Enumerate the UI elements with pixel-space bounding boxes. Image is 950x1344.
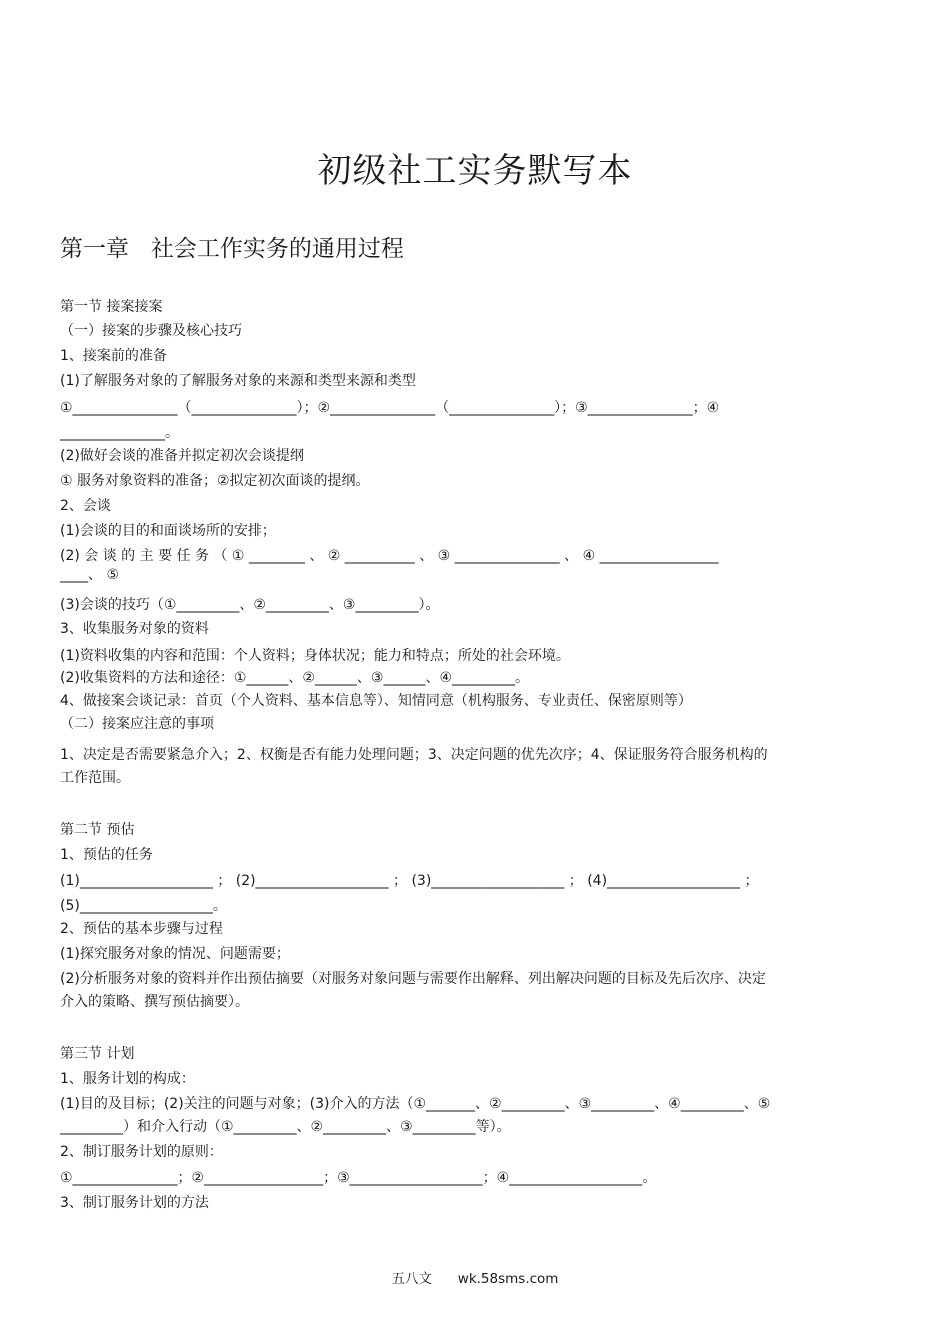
text-line: (1)资料收集的内容和范围：个人资料；身体状况；能力和特点；所处的社会环境。 bbox=[60, 648, 570, 664]
text-line: (1)探究服务对象的情况、问题需要； bbox=[60, 946, 290, 962]
text-line: (2)做好会谈的准备并拟定初次会谈提纲 bbox=[60, 448, 304, 464]
text-line: 2、制订服务计划的原则： bbox=[60, 1144, 223, 1160]
text-line: 工作范围。 bbox=[60, 770, 130, 786]
fill-in-blank-line: (1)目的及目标；(2)关注的问题与对象；(3)介入的方法（①_______、②_________、③_________、④_________、⑤ bbox=[60, 1096, 771, 1112]
footer-site-link[interactable]: wk.58sms.com bbox=[457, 1271, 559, 1287]
fill-in-blank-line: (2) 会 谈 的 主 要 任 务 （ ① ________ 、 ② __________ 、 ③ _______________ 、 ④ _________________ bbox=[60, 548, 719, 564]
section-1-heading: 第一节 接案接案 bbox=[60, 299, 163, 315]
text-line: 3、收集服务对象的资料 bbox=[60, 621, 209, 637]
text-line: ① 服务对象资料的准备；②拟定初次面谈的提纲。 bbox=[60, 473, 370, 489]
section-3-heading: 第三节 计划 bbox=[60, 1046, 135, 1062]
fill-in-blank-line: (3)会谈的技巧（①_________、②_________、③_________）。 bbox=[60, 597, 440, 613]
text-line: 3、制订服务计划的方法 bbox=[60, 1195, 209, 1211]
subsection-heading: （一）接案的步骤及核心技巧 bbox=[60, 323, 242, 339]
section-2-heading: 第二节 预估 bbox=[60, 822, 135, 838]
text-line: 4、做接案会谈记录：首页（个人资料、基本信息等）、知情同意（机构服务、专业责任、保密原则等） bbox=[60, 693, 692, 709]
text-line: 2、会谈 bbox=[60, 498, 111, 514]
fill-in-blank-line: ____、 ⑤ bbox=[60, 567, 120, 583]
chapter-title: 第一章 社会工作实务的通用过程 bbox=[60, 236, 404, 262]
text-line: (1)会谈的目的和面谈场所的安排； bbox=[60, 523, 276, 539]
document-title: 初级社工实务默写本 bbox=[317, 151, 633, 191]
fill-in-blank-line: ①_______________（_______________）；②_______________（_______________）；③_______________；④ bbox=[60, 400, 720, 416]
text-line: 1、预估的任务 bbox=[60, 847, 153, 863]
fill-in-blank-line: _________）和介入行动（①_________、②_________、③_________等）。 bbox=[60, 1119, 511, 1135]
text-line: 2、预估的基本步骤与过程 bbox=[60, 921, 223, 937]
fill-in-blank-line: (2)收集资料的方法和途径：①______、②______、③______、④_________。 bbox=[60, 670, 530, 686]
text-line: 1、服务计划的构成： bbox=[60, 1071, 195, 1087]
page-footer bbox=[0, 1267, 950, 1287]
fill-in-blank-line: ①_______________；②_________________；③___________________；④___________________。 bbox=[60, 1170, 657, 1186]
subsection-heading: （二）接案应注意的事项 bbox=[60, 716, 214, 732]
footer-brand: 五八文 bbox=[391, 1271, 433, 1287]
fill-in-blank-line: (1)___________________ ； (2)___________________ ； (3)___________________ ； (4)___________________ ； bbox=[60, 873, 759, 889]
text-line: (1)了解服务对象的了解服务对象的来源和类型来源和类型 bbox=[60, 373, 416, 389]
text-line: (2)分析服务对象的资料并作出预估摘要（对服务对象问题与需要作出解释、列出解决问题的目标及先后次序、决定 bbox=[60, 971, 766, 987]
text-line: 1、决定是否需要紧急介入；2、权衡是否有能力处理问题；3、决定问题的优先次序；4、保证服务符合服务机构的 bbox=[60, 747, 768, 763]
fill-in-blank-line: (5)___________________。 bbox=[60, 898, 227, 914]
text-line: 介入的策略、撰写预估摘要）。 bbox=[60, 994, 249, 1010]
fill-in-blank-line: _______________。 bbox=[60, 425, 179, 441]
text-line: 1、接案前的准备 bbox=[60, 348, 167, 364]
